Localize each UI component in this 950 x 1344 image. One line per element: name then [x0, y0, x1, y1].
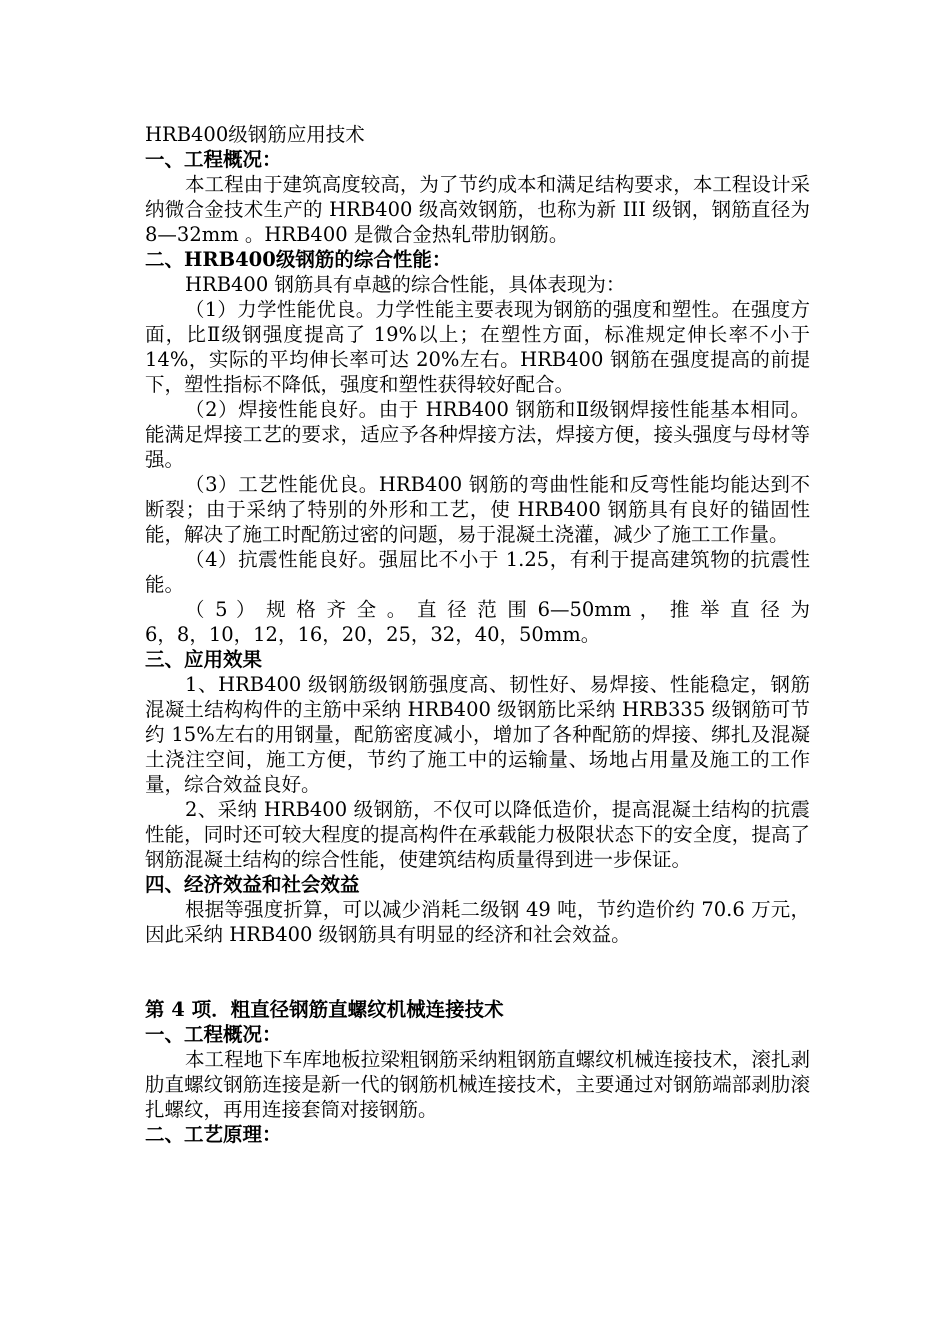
paragraph: （4）抗震性能良好。强屈比不小于 1.25，有利于提高建筑物的抗震性能。 [145, 548, 810, 596]
paragraph-line: （ 5 ） 规 格 齐 全 。 直 径 范 围 6—50mm ， 推 举 直 径 为 [185, 598, 810, 621]
spacer [145, 947, 810, 997]
section-heading: 二、工艺原理： [145, 1123, 282, 1146]
paragraph: （1）力学性能优良。力学性能主要表现为钢筋的强度和塑性。在强度方面，比Ⅱ级钢强度提高了 19%以上；在塑性方面，标准规定伸长率不小于 14%，实际的平均伸长率可达 20%左右。HRB400 钢筋在强度提高的前提下，塑性指标不降低，强度和塑性获得较好配合。 [145, 298, 810, 396]
paragraph: 根据等强度折算，可以减少消耗二级钢 49 吨，节约造价约 70.6 万元，因此采纳 HRB400 级钢筋具有明显的经济和社会效益。 [145, 898, 810, 946]
paragraph-line: 6，8，10，12，16，20，25，32，40，50mm。 [145, 623, 601, 646]
section-heading: 一、工程概况： [145, 148, 282, 171]
document-title: HRB400级钢筋应用技术 [145, 123, 365, 146]
paragraph: 1、HRB400 级钢筋级钢筋强度高、韧性好、易焊接、性能稳定，钢筋混凝土结构构件的主筋中采纳 HRB400 级钢筋比采纳 HRB335 级钢筋可节约 15%左右的用钢量，配筋密度减小，增加了各种配筋的焊接、绑扎及混凝土浇注空间，施工方便，节约了施工中的运输量、场地占用量及施工的工作量，综合效益良好。 [145, 673, 810, 796]
document-page [145, 122, 810, 1147]
section-heading: 一、工程概况： [145, 1023, 282, 1046]
paragraph: （2）焊接性能良好。由于 HRB400 钢筋和Ⅱ级钢焊接性能基本相同。能满足焊接工艺的要求，适应予各种焊接方法，焊接方便，接头强度与母材等强。 [145, 398, 810, 471]
section-heading: 二、HRB400级钢筋的综合性能： [145, 248, 452, 271]
section-heading: 三、应用效果 [145, 648, 263, 671]
paragraph: 2、采纳 HRB400 级钢筋，不仅可以降低造价，提高混凝土结构的抗震性能，同时还可较大程度的提高构件在承载能力极限状态下的安全度，提高了钢筋混凝土结构的综合性能，使建筑结构质量得到进一步保证。 [145, 798, 810, 871]
paragraph: 本工程由于建筑高度较高，为了节约成本和满足结构要求，本工程设计采纳微合金技术生产的 HRB400 级高效钢筋，也称为新 III 级钢，钢筋直径为 8—32mm 。HRB400 是微合金热轧带肋钢筋。 [145, 173, 810, 246]
section-heading: 四、经济效益和社会效益 [145, 873, 360, 896]
paragraph: HRB400 钢筋具有卓越的综合性能，具体表现为： [185, 273, 626, 296]
paragraph: （3）工艺性能优良。HRB400 钢筋的弯曲性能和反弯性能均能达到不断裂；由于采纳了特别的外形和工艺，使 HRB400 钢筋具有良好的锚固性能，解决了施工时配筋过密的问题，易于混凝土浇灌，减少了施工工作量。 [145, 473, 810, 546]
document-title: 第 4 项．粗直径钢筋直螺纹机械连接技术 [145, 998, 504, 1021]
paragraph: 本工程地下车库地板拉梁粗钢筋采纳粗钢筋直螺纹机械连接技术，滚扎剥肋直螺纹钢筋连接是新一代的钢筋机械连接技术，主要通过对钢筋端部剥肋滚扎螺纹，再用连接套筒对接钢筋。 [145, 1048, 810, 1121]
